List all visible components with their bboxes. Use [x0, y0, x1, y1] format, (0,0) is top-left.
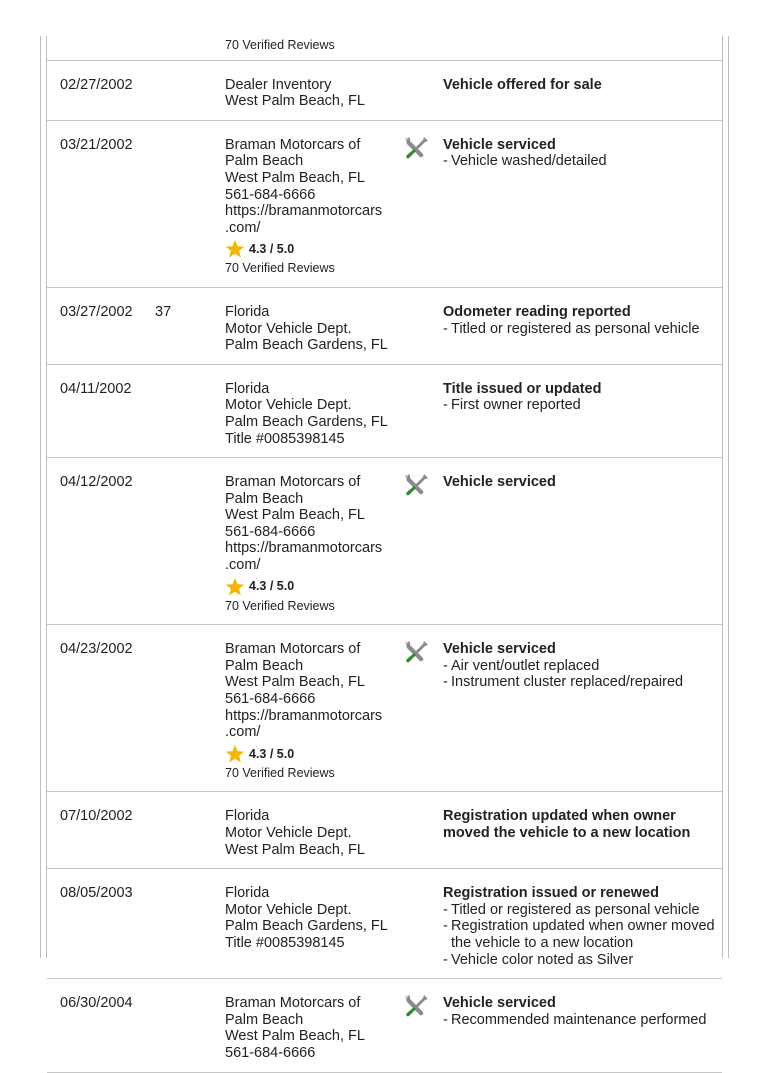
date-text: 06/30/2004: [60, 995, 133, 1012]
record-source: [225, 287, 403, 364]
detail-text: Vehicle color noted as Silver: [451, 951, 634, 968]
record-date: [47, 869, 155, 979]
source-line: Motor Vehicle Dept.: [225, 397, 352, 414]
source-line: Braman Motorcars of: [225, 995, 361, 1012]
record-icon: [403, 287, 443, 364]
record-source: [225, 458, 403, 625]
source-line: West Palm Beach, FL: [225, 169, 365, 186]
record-source: [225, 364, 403, 457]
record-date: [47, 120, 155, 287]
bullet-dash: -: [443, 918, 448, 935]
detail-text: Titled or registered as personal vehicle: [451, 901, 700, 918]
date-text: 02/27/2002: [60, 76, 133, 93]
wrench-screwdriver-icon: [403, 992, 431, 1020]
source-line: Palm Beach Gardens, FL: [225, 413, 388, 430]
rating-star-icon: [225, 744, 245, 764]
rating-score: 4.3 / 5.0: [249, 579, 295, 594]
source-line: West Palm Beach, FL: [225, 674, 365, 691]
record-date: [47, 458, 155, 625]
record-date: [47, 60, 155, 120]
verified-reviews-link[interactable]: 70 Verified Reviews: [225, 765, 335, 780]
event-detail: [443, 952, 722, 969]
record-date: [47, 287, 155, 364]
bullet-dash: -: [443, 1011, 448, 1028]
event-title: Vehicle serviced: [443, 136, 556, 153]
source-line: Palm Beach Gardens, FL: [225, 918, 388, 935]
date-text: 04/23/2002: [60, 641, 133, 658]
source-rating: [225, 577, 403, 597]
rating-score: 4.3 / 5.0: [249, 746, 295, 761]
source-line: 561-684-6666: [225, 186, 316, 203]
source-line: 561-684-6666: [225, 691, 316, 708]
record-icon: [403, 625, 443, 792]
source-line: Motor Vehicle Dept.: [225, 825, 352, 841]
bullet-dash: -: [443, 951, 448, 968]
history-row: [47, 364, 722, 457]
history-row: [47, 287, 722, 364]
source-line: Palm Beach Gardens, FL: [225, 337, 388, 354]
bullet-dash: -: [443, 674, 448, 691]
record-icon: [403, 120, 443, 287]
record-source: [225, 625, 403, 792]
source-rating: [225, 239, 403, 259]
wrench-screwdriver-icon: [403, 638, 431, 666]
record-details: [443, 364, 722, 457]
record-mileage: [155, 60, 225, 120]
source-line: Florida: [225, 808, 270, 825]
page-border-left-outer: [40, 36, 41, 958]
record-mileage: [155, 792, 225, 869]
event-detail: [443, 902, 722, 919]
source-line: Florida: [225, 885, 270, 902]
date-text: 08/05/2003: [60, 885, 133, 902]
source-website-link[interactable]: .com/: [225, 724, 261, 741]
date-text: 03/27/2002: [60, 303, 133, 320]
record-icon: [403, 869, 443, 979]
record-details: [443, 60, 722, 120]
record-icon: [403, 60, 443, 120]
event-title: Vehicle serviced: [443, 641, 556, 658]
record-source: [225, 60, 403, 120]
source-line: Motor Vehicle Dept.: [225, 901, 352, 918]
mileage-text: 37: [155, 303, 172, 320]
history-row: [47, 60, 722, 120]
wrench-screwdriver-icon: [403, 471, 431, 499]
source-line: Florida: [225, 303, 270, 320]
event-title: Odometer reading reported: [443, 303, 631, 320]
record-mileage: [155, 120, 225, 287]
history-row: [47, 792, 722, 869]
event-detail: [443, 1012, 722, 1029]
source-line: Braman Motorcars of: [225, 474, 361, 491]
record-icon: [403, 792, 443, 869]
verified-reviews-link[interactable]: 70 Verified Reviews: [225, 38, 335, 52]
record-mileage: [155, 458, 225, 625]
date-text: 04/12/2002: [60, 474, 133, 491]
wrench-screwdriver-icon: [403, 134, 431, 162]
source-line: Palm Beach: [225, 1011, 304, 1028]
record-details: [443, 120, 722, 287]
event-title: Vehicle serviced: [443, 995, 556, 1012]
record-details: [443, 869, 722, 979]
source-line: Florida: [225, 380, 270, 397]
event-title: Registration updated when owner moved the vehicle to a new location: [443, 808, 691, 841]
event-detail: [443, 321, 722, 338]
page-border-right-outer: [728, 36, 729, 958]
record-details: [443, 458, 722, 625]
record-date: [47, 364, 155, 457]
event-title: Title issued or updated: [443, 380, 602, 397]
vehicle-history-table: [47, 36, 722, 1073]
page-border-right-inner: [722, 36, 723, 958]
date-text: 07/10/2002: [60, 808, 133, 825]
verified-reviews-link[interactable]: 70 Verified Reviews: [225, 598, 335, 613]
record-details: [443, 287, 722, 364]
record-mileage: [155, 625, 225, 792]
bullet-dash: -: [443, 153, 448, 170]
detail-text: Air vent/outlet replaced: [451, 657, 600, 674]
detail-text: Instrument cluster replaced/repaired: [451, 674, 684, 691]
bullet-dash: -: [443, 397, 448, 414]
source-line: Title #0085398145: [225, 934, 345, 951]
record-source: [225, 869, 403, 979]
event-detail: [443, 918, 722, 951]
source-line: West Palm Beach, FL: [225, 841, 365, 858]
bullet-dash: -: [443, 901, 448, 918]
bullet-dash: -: [443, 320, 448, 337]
source-website-link[interactable]: .com/: [225, 219, 261, 236]
detail-text: Titled or registered as personal vehicle: [451, 320, 700, 337]
source-website-link[interactable]: .com/: [225, 557, 261, 574]
source-line: Palm Beach: [225, 153, 304, 170]
history-row: [47, 120, 722, 287]
source-line: Dealer Inventory: [225, 76, 332, 93]
rating-star-icon: [225, 577, 245, 597]
event-title: Vehicle serviced: [443, 474, 556, 491]
source-line: Braman Motorcars of: [225, 136, 361, 153]
source-line: Braman Motorcars of: [225, 641, 361, 658]
source-line: Palm Beach: [225, 657, 304, 674]
source-line: West Palm Beach, FL: [225, 507, 365, 524]
record-date: [47, 792, 155, 869]
event-detail: [443, 397, 722, 414]
source-line: 561-684-6666: [225, 1044, 316, 1061]
record-mileage: [155, 364, 225, 457]
source-website-link[interactable]: https://bramanmotorcars: [225, 540, 383, 557]
source-line: Motor Vehicle Dept.: [225, 320, 352, 337]
record-icon: [403, 364, 443, 457]
event-title: Vehicle offered for sale: [443, 76, 602, 93]
source-line: Title #0085398145: [225, 430, 345, 447]
bullet-dash: -: [443, 657, 448, 674]
record-source: [225, 120, 403, 287]
date-text: 04/11/2002: [60, 380, 132, 397]
event-detail: [443, 658, 722, 675]
history-table-body: [47, 36, 722, 1072]
rating-star-icon: [225, 239, 245, 259]
event-detail: [443, 153, 722, 170]
date-text: 03/21/2002: [60, 136, 133, 153]
detail-text: First owner reported: [451, 397, 581, 414]
source-line: West Palm Beach, FL: [225, 1028, 365, 1045]
source-website-link[interactable]: https://bramanmotorcars: [225, 707, 383, 724]
record-mileage: [155, 287, 225, 364]
history-row-continued: [47, 36, 722, 60]
history-row: [47, 458, 722, 625]
record-icon: [403, 458, 443, 625]
source-rating: [225, 744, 403, 764]
event-title: Registration issued or renewed: [443, 885, 659, 902]
rating-score: 4.3 / 5.0: [249, 242, 295, 257]
source-line: 561-684-6666: [225, 523, 316, 540]
verified-reviews-link[interactable]: 70 Verified Reviews: [225, 261, 335, 276]
source-line: West Palm Beach, FL: [225, 93, 365, 110]
detail-text: Recommended maintenance performed: [451, 1011, 707, 1028]
record-details: [443, 625, 722, 792]
history-row: [47, 869, 722, 979]
record-mileage: [155, 869, 225, 979]
detail-text: Vehicle washed/detailed: [451, 153, 607, 170]
source-website-link[interactable]: https://bramanmotorcars: [225, 203, 383, 220]
record-date: [47, 625, 155, 792]
detail-text: Registration updated when owner moved the vehicle to a new location: [451, 918, 715, 951]
event-detail: [443, 674, 722, 691]
source-line: Palm Beach: [225, 490, 304, 507]
record-details: [443, 792, 722, 869]
history-row: [47, 625, 722, 792]
record-source: [225, 792, 403, 869]
